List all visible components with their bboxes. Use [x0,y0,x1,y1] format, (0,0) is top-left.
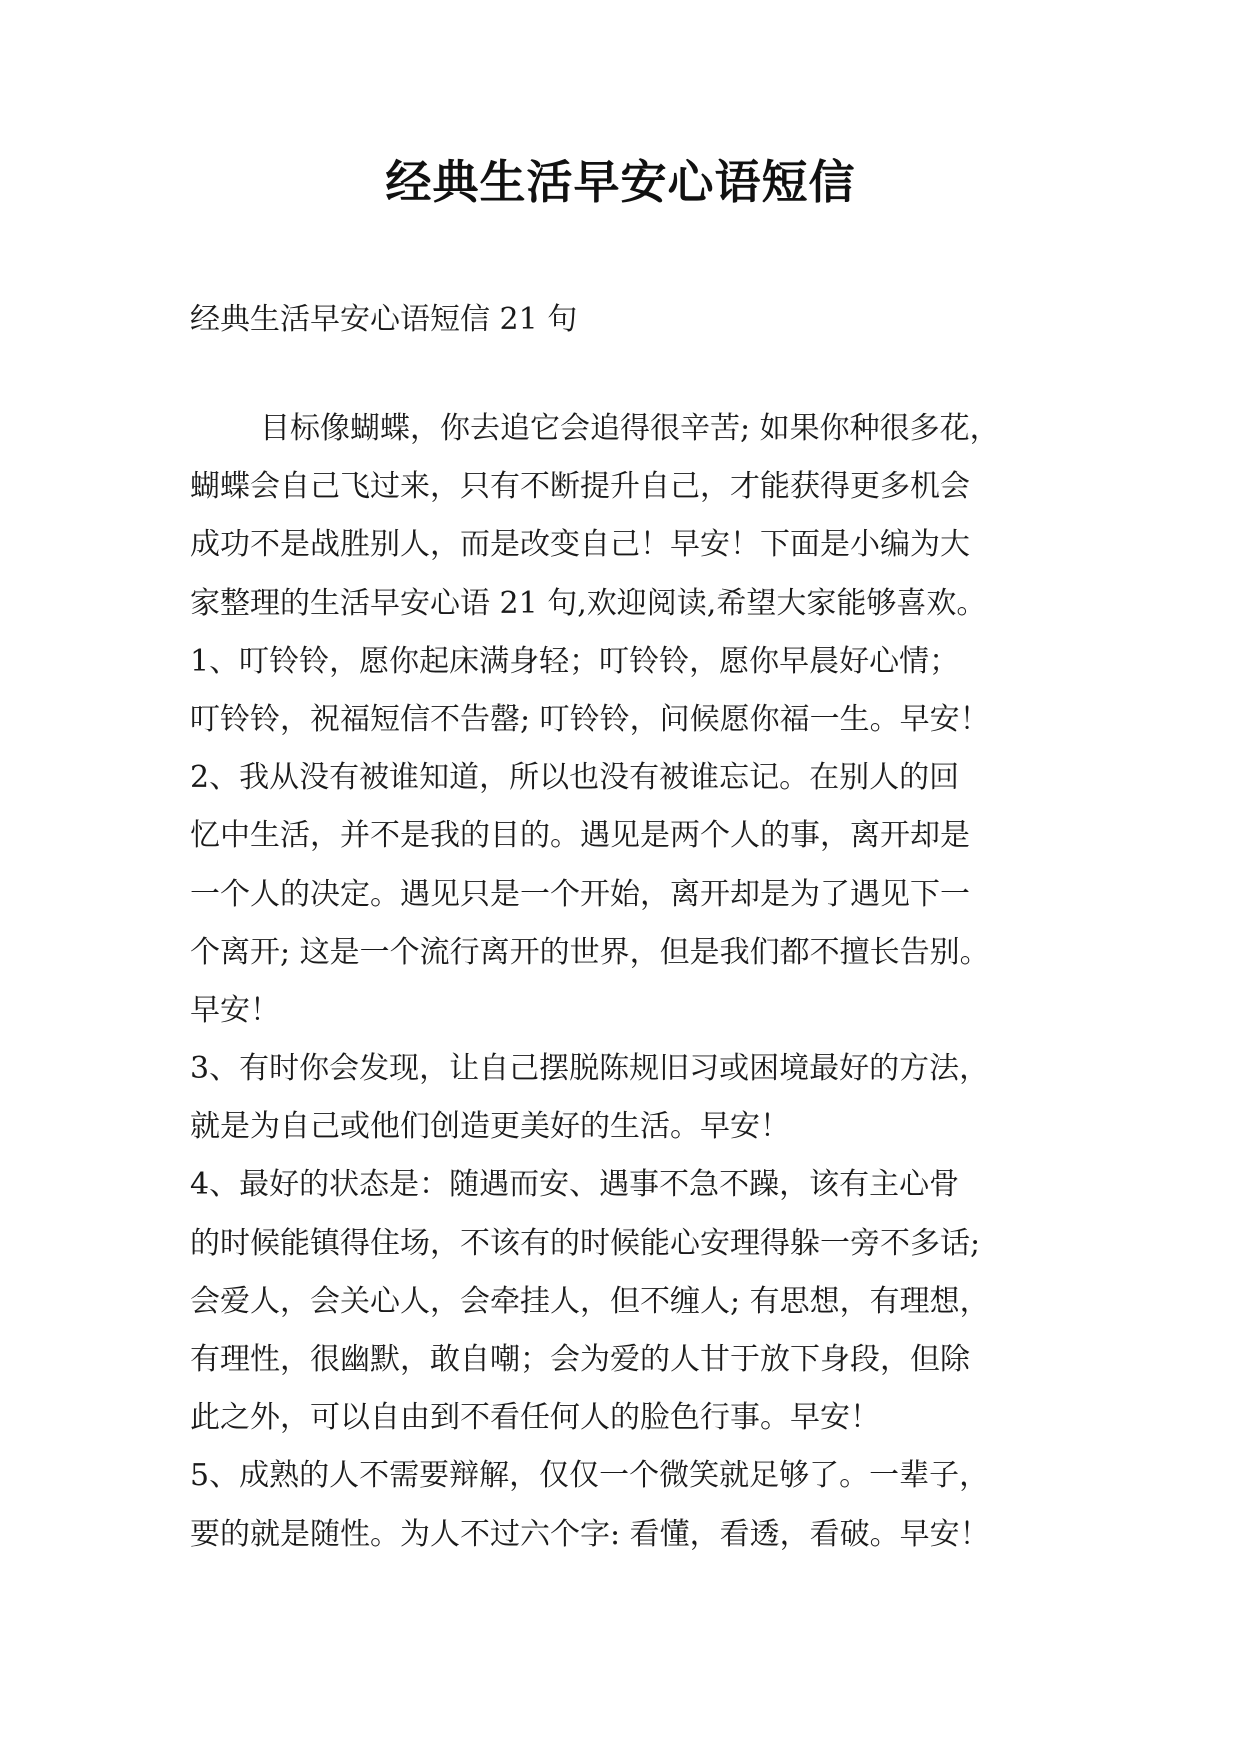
body-line: 蝴蝶会自己飞过来，只有不断提升自己，才能获得更多机会 [190,469,970,505]
document-subtitle: 经典生活早安心语短信 21 句 [190,302,578,337]
body-line: 有理性，很幽默，敢自嘲；会为爱的人甘于放下身段，但除 [190,1342,970,1377]
body-line: 的时候能镇得住场，不该有的时候能心安理得躲一旁不多话; [190,1225,981,1261]
body-line: 5、成熟的人不需要辩解，仅仅一个微笑就足够了。一辈子， [190,1458,990,1494]
body-line: 家整理的生活早安心语 21 句,欢迎阅读,希望大家能够喜欢。 [190,585,987,621]
body-line: 3、有时你会发现，让自己摆脱陈规旧习或困境最好的方法， [190,1051,990,1087]
body-line: 要的就是随性。为人不过六个字: 看懂，看透，看破。早安！ [190,1516,990,1552]
body-line: 成功不是战胜别人，而是改变自己！早安！下面是小编为大 [190,527,970,563]
body-line: 目标像蝴蝶，你去追它会追得很辛苦; 如果你种很多花， [260,411,1000,446]
body-line: 就是为自己或他们创造更美好的生活。早安！ [190,1109,790,1145]
body-line: 2、我从没有被谁知道，所以也没有被谁忘记。在别人的回 [190,760,960,796]
body-line: 4、最好的状态是：随遇而安、遇事不急不躁，该有主心骨 [190,1167,960,1203]
body-line: 此之外，可以自由到不看任何人的脸色行事。早安！ [190,1400,880,1436]
body-line: 个离开; 这是一个流行离开的世界，但是我们都不擅长告别。 [190,934,990,970]
body-line: 一个人的决定。遇见只是一个开始，离开却是为了遇见下一 [190,876,970,912]
body-line: 早安！ [190,992,280,1028]
body-line: 忆中生活，并不是我的目的。遇见是两个人的事，离开却是 [190,818,970,854]
body-line: 叮铃铃，祝福短信不告罄; 叮铃铃，问候愿你福一生。早安！ [190,701,990,737]
document-body [190,400,1090,1564]
body-line: 1、叮铃铃，愿你起床满身轻；叮铃铃，愿你早晨好心情； [190,643,960,679]
document-title: 经典生活早安心语短信 [385,155,856,209]
body-line: 会爱人，会关心人，会牵挂人，但不缠人; 有思想，有理想， [190,1283,990,1319]
